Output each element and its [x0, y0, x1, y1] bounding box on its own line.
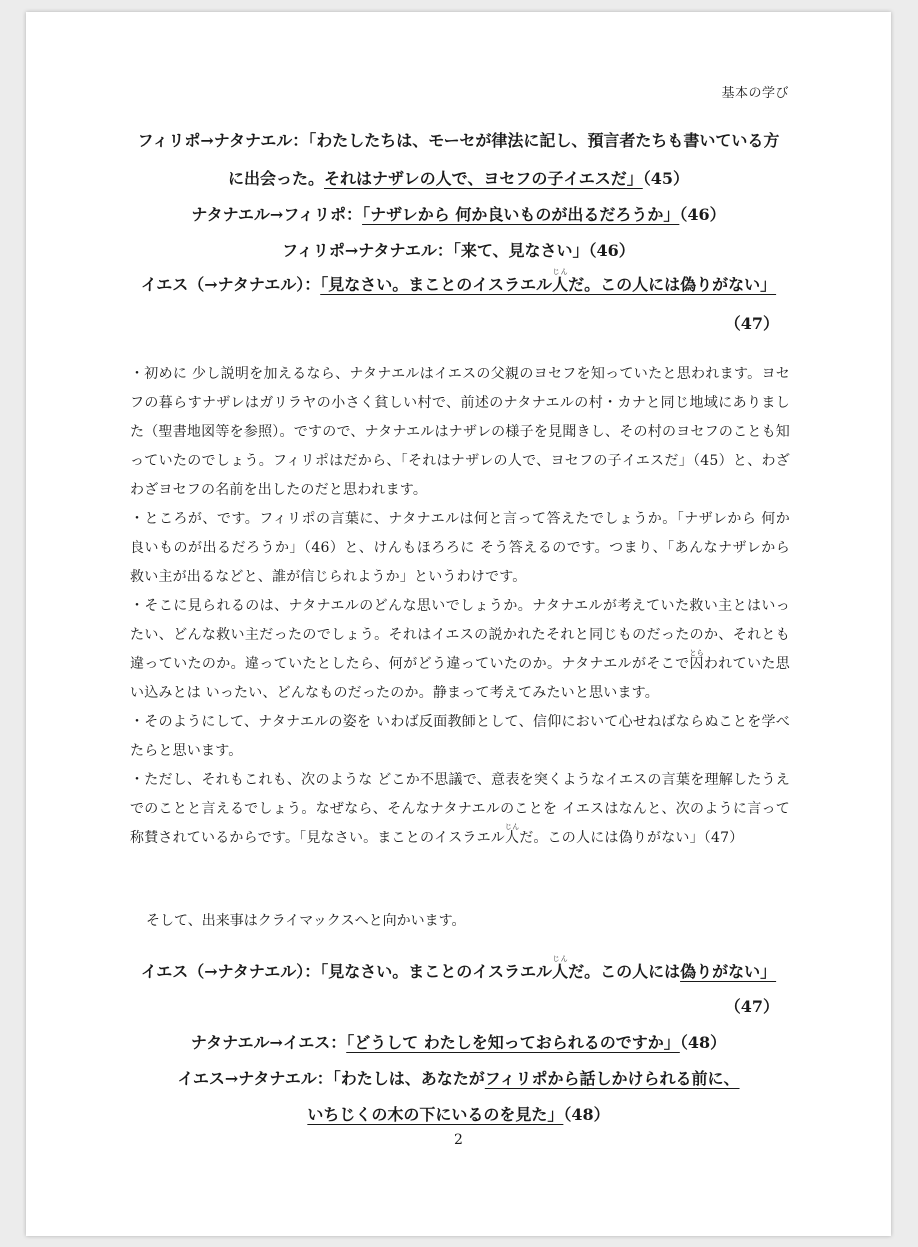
- verse-ref: （47）: [724, 314, 779, 333]
- dialog-line: ナタナエル→フィリポ：「ナザレから 何か良いものが出るだろうか」（46）: [191, 205, 726, 224]
- dialog-line: に出会った。それはナザレの人で、ヨセフの子イエスだ」（45）: [227, 169, 690, 188]
- paragraph: ・ただし、それもこれも、次のような どこか不思議で、意表を突くようなイエスの言葉を理解したうえでのことと言えるでしょう。なぜなら、そんなナタナエルのことを イエスはなんと、次のように言って称賛されているからです。「見なさい。まことのイスラエル人じんだ。この人には偽りがない」（47）: [130, 772, 790, 846]
- dialog-line: イエス（→ナタナエル）：「見なさい。まことのイスラエル人じんだ。この人には偽りがない」: [140, 268, 777, 294]
- page-number: 2: [454, 1132, 463, 1148]
- paragraph: ・ところが、です。フィリポの言葉に、ナタナエルは何と言って答えたでしょうか。「ナザレから 何か良いものが出るだろうか」（46）と、けんもほろろに そう答えるのです。つまり、「あんなナザレから救い主が出るなどと、誰が信じられようか」というわけです。: [130, 511, 790, 585]
- dialog-line: フィリポ→ナタナエル：「わたしたちは、モーセが律法に記し、預言者たちも書いている方: [137, 131, 780, 150]
- dialog-line: イエス（→ナタナエル）：「見なさい。まことのイスラエル人じんだ。この人には偽りがない」: [140, 955, 777, 981]
- dialog-line: いちじくの木の下にいるのを見た」（48）: [307, 1105, 610, 1124]
- document-page: [26, 12, 891, 1236]
- verse-ref: （47）: [724, 997, 779, 1016]
- paragraph: ・そのようにして、ナタナエルの姿を いわば反面教師として、信仰において心せねばならぬことを学べたらと思います。: [130, 714, 790, 759]
- dialog-line: フィリポ→ナタナエル：「来て、見なさい」（46）: [282, 241, 635, 260]
- dialog-line: ナタナエル→イエス：「どうして わたしを知っておられるのですか」（48）: [190, 1033, 727, 1052]
- paragraph: ・初めに 少し説明を加えるなら、ナタナエルはイエスの父親のヨセフを知っていたと思われます。ヨセフの暮らすナザレはガリラヤの小さく貧しい村で、前述のナタナエルの村・カナと同じ地域にありました（聖書地図等を参照）。ですので、ナタナエルはナザレの様子を見聞きし、その村のヨセフのことも知っていたのでしょう。フィリポはだから、「それはナザレの人で、ヨセフの子イエスだ」（45）と、わざわざヨセフの名前を出したのだと思われます。: [130, 366, 790, 498]
- paragraph: ・そこに見られるのは、ナタナエルのどんな思いでしょうか。ナタナエルが考えていた救い主とはいったい、どんな救い主だったのでしょう。それはイエスの説かれたそれと同じものだったのか、それとも違っていたのか。違っていたとしたら、何がどう違っていたのか。ナタナエルがそこで囚とらわれていた思い込みとは いったい、どんなものだったのか。静まって考えてみたいと思います。: [130, 598, 790, 701]
- body-text: [130, 360, 790, 853]
- transition-text: そして、出来事はクライマックスへと向かいます。: [146, 913, 466, 929]
- dialog-line: イエス→ナタナエル：「わたしは、あなたがフィリポから話しかけられる前に、: [177, 1069, 740, 1088]
- page-header: 基本の学び: [721, 86, 789, 101]
